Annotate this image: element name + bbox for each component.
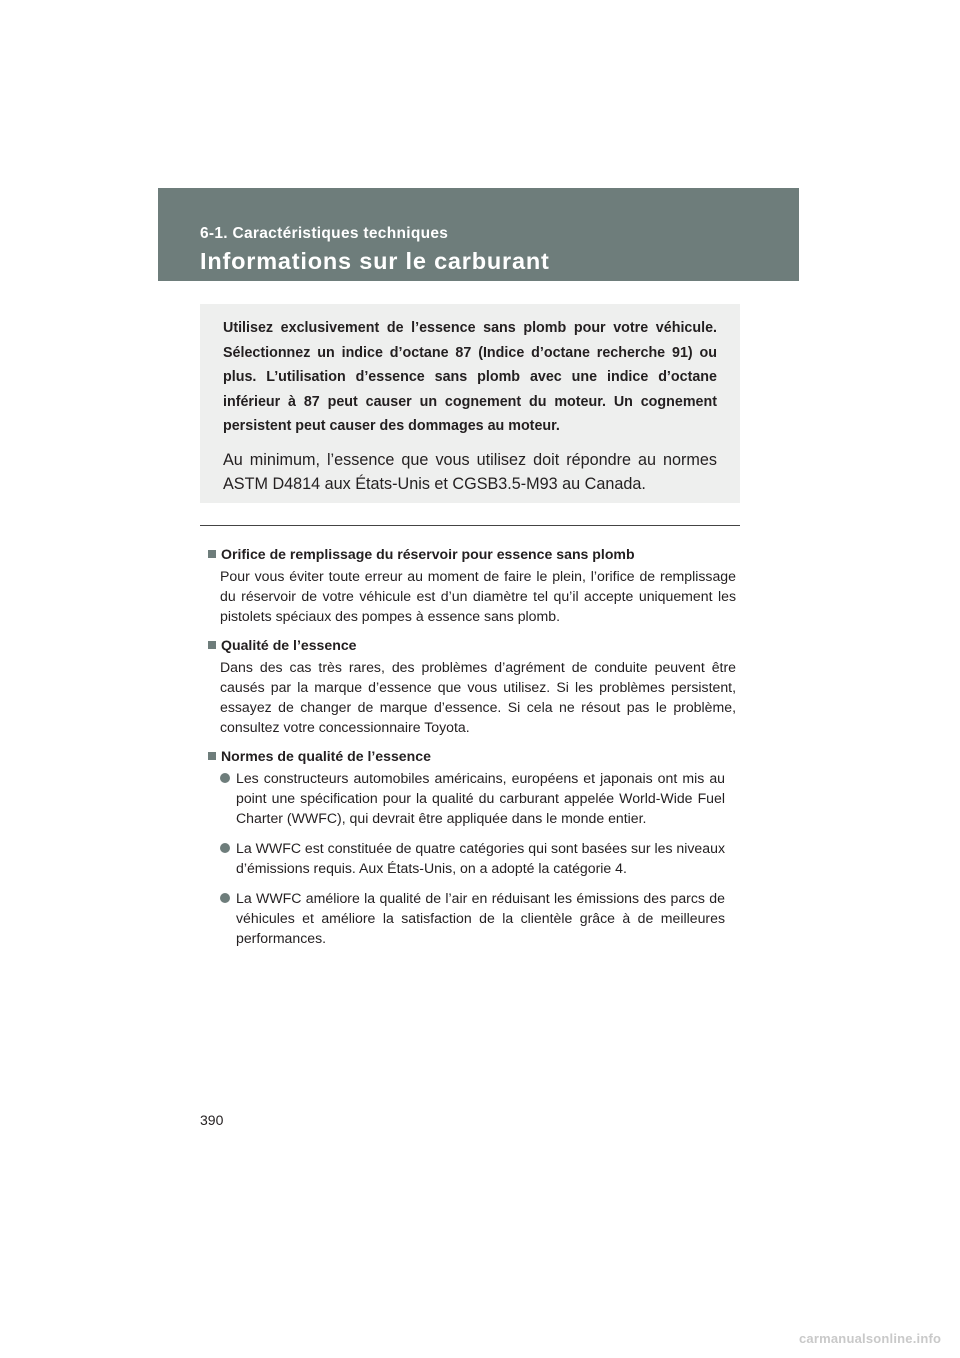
section-heading-text: Normes de qualité de l’essence — [221, 748, 431, 764]
list-item-text: La WWFC est constituée de quatre catégories qui sont basées sur les niveaux d’émissions requis. Aux États-Unis, on a adopté la catégorie 4. — [236, 840, 725, 876]
page-number: 390 — [200, 1112, 224, 1128]
square-bullet-icon — [208, 752, 216, 760]
list-item — [220, 888, 736, 948]
section-label: 6-1. Caractéristiques techniques — [200, 225, 449, 242]
section-body-quality: Dans des cas très rares, des problèmes d’agrément de conduite peuvent être causés par la marque d’essence que vous utilisez. Si les problèmes persistent, essayez de changer de marque d’essence. Si cela ne résout pas le problème, consultez votre concessionnaire Toyota. — [220, 659, 736, 735]
list-item — [220, 838, 736, 878]
chapter-header — [158, 188, 799, 281]
section-heading-quality — [208, 635, 736, 655]
square-bullet-icon — [208, 550, 216, 558]
square-bullet-icon — [208, 641, 216, 649]
section-heading-text: Orifice de remplissage du réservoir pour essence sans plomb — [221, 546, 635, 562]
circle-bullet-icon — [220, 773, 230, 783]
watermark: carmanualsonline.info — [799, 1331, 942, 1346]
intro-bold-text: Utilisez exclusivement de l’essence sans plomb pour votre véhicule. Sélectionnez un indice d’octane 87 (Indice d’octane recherche 91) ou plus. L’utilisation d’essence sans plomb avec une indice d’octane inférieur à 87 peut causer un cognement du moteur. Un cognement persistent peut causer des dommages au moteur. — [223, 320, 717, 434]
list-item-text: La WWFC améliore la qualité de l’air en réduisant les émissions des parcs de véhicules et améliore la satisfaction de la clientèle grâce à de meilleures performances. — [236, 890, 725, 946]
section-heading-filler — [208, 544, 736, 564]
page-title: Informations sur le carburant — [200, 248, 550, 274]
main-content — [208, 544, 736, 958]
circle-bullet-icon — [220, 893, 230, 903]
intro-box — [200, 304, 740, 503]
section-divider — [200, 525, 740, 526]
list-item — [220, 768, 736, 828]
intro-normal-text: Au minimum, l’essence que vous utilisez doit répondre au normes ASTM D4814 aux États-Unis et CGSB3.5-M93 au Canada. — [223, 450, 717, 493]
section-heading-text: Qualité de l’essence — [221, 637, 357, 653]
section-body-filler: Pour vous éviter toute erreur au moment de faire le plein, l’orifice de remplissage du réservoir de votre véhicule est d’un diamètre tel qu’il accepte uniquement les pistolets spéciaux des pompes à essence sans plomb. — [220, 568, 736, 624]
list-item-text: Les constructeurs automobiles américains, européens et japonais ont mis au point une spécification pour la qualité du carburant appelée World-Wide Fuel Charter (WWFC), qui devrait être appliquée dans le monde entier. — [236, 770, 725, 826]
circle-bullet-icon — [220, 843, 230, 853]
section-heading-standards — [208, 746, 736, 766]
